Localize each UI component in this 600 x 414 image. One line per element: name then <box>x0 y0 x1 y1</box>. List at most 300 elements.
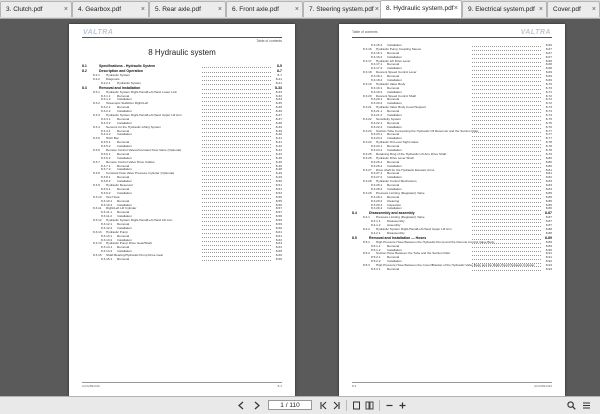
toc-entry-number: 8.3.4.2 <box>101 132 111 137</box>
toc-entry-page: 8-72 <box>545 97 552 102</box>
toc-entry-title: Installation <box>387 114 402 118</box>
next-page-icon[interactable] <box>251 400 262 411</box>
toc-entry-title: Hydraulic Drive Lever Shaft <box>376 156 414 160</box>
toc-entry-number: 8.3.20.2 <box>371 101 383 106</box>
toc-entry-title: Removal <box>117 141 130 145</box>
toc-entry-number: 8.2.2 <box>93 76 100 81</box>
toc-entry-page: 8-82 <box>545 175 552 180</box>
toc-entry-number: 8.5.3 <box>363 263 370 268</box>
first-page-icon[interactable] <box>318 400 329 411</box>
toc-entry-number: 8.3.4 <box>93 124 100 129</box>
toc-entry-number: 8.2.1 <box>93 73 100 77</box>
toc-entry-title: Pressure Limiting (Regulator) Valve <box>376 191 425 195</box>
toc-entry-title: Installation <box>387 260 402 264</box>
toc-entry-page: 8-43 <box>275 151 282 156</box>
toc-entry-number: 8.5.2.1 <box>371 255 381 260</box>
tab-label: 7. Steering system.pdf <box>309 6 374 13</box>
toc-entry-title: Hitch Bar <box>106 137 119 141</box>
toc-entry-title: Hydraulic Valve Body <box>376 82 406 86</box>
toc-entry-page: 8-90 <box>545 247 552 252</box>
toc-entry-title: High Pressure Hose Between the Hydraulic Pump and the Remote Control Valve Body <box>376 240 495 244</box>
toc-entry-title: Hydraulic Reservoir <box>106 184 133 188</box>
toc-entry-title: Removal <box>117 129 130 133</box>
toc-entry-page: 8-48 <box>275 167 282 172</box>
close-icon[interactable]: × <box>140 6 145 13</box>
toc-entry-number: 8.3.29.4 <box>371 206 383 211</box>
toc-entry-title: Descent Speed Control Shaft <box>376 94 417 98</box>
toc-entry-number: 8.3.7 <box>93 159 100 164</box>
toc-entry-number: 8.5.1.1 <box>371 243 381 248</box>
toc-entry-number: 8.3.5.1 <box>101 140 111 145</box>
toc-entry-page: 8-81 <box>545 171 552 176</box>
toc-entry-page: 8-81 <box>545 167 552 172</box>
tab-label: 5. Rear axle.pdf <box>155 6 201 13</box>
toc-entry-title: Removal and Installation — Hoses <box>369 235 427 240</box>
toc-entry-title: Installation <box>117 121 132 125</box>
toc-entry-title: Removal <box>117 222 130 226</box>
toc-entry-number: 8.3.3.1 <box>101 116 111 121</box>
toc-entry-page: 8-64 <box>275 241 282 246</box>
footer-doc-code: ACX2831410 <box>534 384 552 388</box>
toc-entry-title: Removal <box>387 51 400 55</box>
valtra-logo: VALTRA <box>520 29 551 36</box>
toc-entry-number: 8.3.16.2 <box>371 54 383 59</box>
toc-entry-page: 8-64 <box>275 245 282 250</box>
toc-entry-title: Description and Operation <box>99 69 143 73</box>
toc-entry-page: 8-91 <box>545 251 552 256</box>
toc-entry-page: 8-78 <box>545 148 552 153</box>
footer-rule <box>352 382 552 383</box>
toc-entry-number: 8.3.7.2 <box>101 167 111 172</box>
toc-entry-title: Hydraulic System Right-Hand/Left-Hand Lift Arm <box>106 219 173 223</box>
toc-entry-number: 8.4.1 <box>363 215 370 220</box>
page-header: Table of contents <box>352 30 378 34</box>
toc-entry-title: Assembly <box>387 224 401 228</box>
search-icon[interactable] <box>566 400 577 411</box>
close-icon[interactable]: × <box>63 6 68 13</box>
tab-label: 4. Gearbox.pdf <box>78 6 121 13</box>
toc-entry-number: 8.3.21.2 <box>371 113 383 118</box>
toc-entry-number: 8.3.1 <box>93 89 100 94</box>
toc-entry-title: Hydraulic System Right-Hand/Left-Hand Upper Lift Arm <box>376 227 452 231</box>
tab-label: 8. Hydraulic system.pdf <box>386 5 454 12</box>
toc-entry-page: 8-88 <box>545 226 552 231</box>
toc-entry-page: 8-59 <box>275 221 282 226</box>
fit-page-icon[interactable] <box>351 400 362 411</box>
toc-entry-number: 8.5.3.1 <box>371 266 381 271</box>
tab-5[interactable] <box>303 1 383 17</box>
footer-page-number: 8-1 <box>277 384 282 388</box>
toc-entry-page: 8-46 <box>275 159 282 164</box>
toc-entry-number: 8.3.2.2 <box>101 109 111 114</box>
toc-entry-title: Installation <box>117 238 132 242</box>
toc-entry-number: 8.3.29.1 <box>371 194 383 199</box>
toc-entry-number: 8.5.1 <box>363 239 370 244</box>
zoom-out-icon[interactable] <box>384 400 395 411</box>
toc-entry-page: 8-5 <box>276 64 282 68</box>
toc-entry-title: Telescopic Stabilizer Right/Left <box>106 102 149 106</box>
toc-entry-title: Installation <box>117 110 132 114</box>
toc-entry-page: 8-39 <box>275 124 282 129</box>
toc-entry-number: 8.3.11.2 <box>101 214 112 219</box>
toc-entry-page: 8-49 <box>275 175 282 180</box>
toc-entry[interactable] <box>82 258 282 262</box>
tab-1[interactable] <box>0 1 72 17</box>
toc-entry-number: 8.3.26.2 <box>371 163 383 168</box>
toc-entry-page: 8-55 <box>275 194 282 199</box>
toc-entry-number: 8.3.22.1 <box>371 120 383 125</box>
toc-entry-page: 8-75 <box>545 116 552 121</box>
toc-entry-title: Hydraulic Oil Level Sight Glass <box>376 141 419 145</box>
zoom-in-icon[interactable] <box>397 400 408 411</box>
toc-entry-page: 8-51 <box>275 186 282 191</box>
toc-entry-page: 8-88 <box>545 230 552 235</box>
toc-entry-title: Removal <box>117 187 130 191</box>
toc-entry-number: 8.3.17.1 <box>371 62 383 67</box>
toc-entry-number: 8.2.2.1 <box>101 80 111 85</box>
toc-entry-title: Retaining Ring of the Hydraulic Lift Arm Drive Shaft <box>376 152 447 156</box>
toc-entry-page: 8-78 <box>545 144 552 149</box>
toc-entry-page: 8-73 <box>545 109 552 114</box>
toc-entry-title: Installation <box>117 156 132 160</box>
toc-entry-page: 8-21 <box>275 76 282 81</box>
toc-entry-title: Removal <box>117 152 130 156</box>
tab-3[interactable] <box>149 1 226 17</box>
toc-entry-page: 8-69 <box>545 70 552 75</box>
toc-entry-title: Installation <box>387 55 402 59</box>
tab-label: 6. Front axle.pdf <box>232 6 279 13</box>
toc-entry-number: 8.3.9.2 <box>101 190 111 195</box>
toc-entry-title: Remote Control Valve Drive Cables <box>106 160 155 164</box>
tab-4[interactable] <box>226 1 303 17</box>
toc-entry-page: 8-87 <box>545 219 552 224</box>
toc-entry-page: 8-66 <box>275 253 282 258</box>
toc-entry-page: 8-65 <box>275 249 282 254</box>
toc-entry-number: 8.3.9.1 <box>101 186 111 191</box>
toc-entry-title: Constant Flow Valve Pressure Cylinder (Optional) <box>106 172 175 176</box>
toc-entry-number: 8.4.2.1 <box>371 230 381 235</box>
toc-entry-page: 8-93 <box>545 266 552 271</box>
toc-entry-page: 8-55 <box>275 198 282 203</box>
toc-entry-title: Removal <box>387 244 400 248</box>
toc-entry-number: 8.5.2 <box>363 251 370 256</box>
toc-entry-page: 8-37 <box>275 116 282 121</box>
toc-entry-title: Pressure Limiting (Regulator) Valve <box>376 216 425 220</box>
toc-entry-title: Removal <box>117 234 130 238</box>
toc-entry-page: 8-69 <box>545 74 552 79</box>
toc-entry-title: Remote Control Valves/Constant Flow Valve (Optional) <box>106 149 182 153</box>
toc-entry-page: 8-69 <box>545 78 552 83</box>
toc-entry-page: 8-68 <box>545 62 552 67</box>
toc-entry-title: Sensors for the Hydraulic Lifting System <box>106 125 162 129</box>
toc-entry-title: Removal <box>387 121 400 125</box>
menu-icon[interactable] <box>581 400 592 411</box>
toc-entry-title: Disassembly and assembly <box>369 211 415 216</box>
toc-entry-title: Removal <box>117 117 130 121</box>
toc-entry-title: Installation <box>387 164 402 168</box>
tab-label: 9. Electrical system.pdf <box>468 6 535 13</box>
toc-entry-page: 8-71 <box>545 89 552 94</box>
toc-entry-number: 8.3 <box>82 85 87 90</box>
toc-entry-title: Removal <box>387 110 400 114</box>
toc-entry-number: 8.3.29.2 <box>371 198 383 203</box>
toc-entry-number: 8.3.6.1 <box>101 151 111 156</box>
page-number-field[interactable]: 1 / 110 <box>268 400 312 410</box>
toc-entry-title: Removal <box>387 160 400 164</box>
toc-entry-title: Hydraulic System <box>117 81 142 85</box>
chapter-title: 8 Hydraulic system <box>148 48 216 57</box>
close-icon[interactable]: × <box>538 6 543 13</box>
toc-entry-page: 8-36 <box>275 109 282 114</box>
close-icon[interactable]: × <box>453 5 458 12</box>
toc-entry-number: 8.3.24 <box>363 140 372 145</box>
toc-entry-number: 8.3.23.2 <box>371 136 383 141</box>
toc-entry-title: Removal <box>387 184 400 188</box>
tab-8[interactable] <box>547 1 600 17</box>
toc-entry-title: Installation <box>117 203 132 207</box>
toc-entry-title: Installation <box>117 168 132 172</box>
toc-entry-page: 8-58 <box>275 214 282 219</box>
toc-entry-page: 8-80 <box>545 163 552 168</box>
prev-page-icon[interactable] <box>236 400 247 411</box>
toc-entry-number: 8.3.9 <box>93 183 100 188</box>
toc-entry-page: 8-51 <box>275 183 282 188</box>
toc-entry-title: Installation <box>387 248 402 252</box>
toc-entry-title: Hydraulic Lift Drive Lever <box>376 59 411 63</box>
toc-entry-number: 8.3.16 <box>363 46 372 51</box>
toc-entry-title: Installation <box>117 191 132 195</box>
toc-entry-page: 8-91 <box>545 255 552 260</box>
toc-entry-title: Hydraulic System <box>106 74 131 77</box>
close-icon[interactable]: × <box>374 6 379 13</box>
toc-entry-number: 8.5.2.2 <box>371 259 381 264</box>
toc-entry-page: 8-39 <box>275 128 282 133</box>
toc-entry-page: 8-68 <box>545 58 552 63</box>
toc-entry-number: 8.3.21 <box>363 105 372 110</box>
toc-entry-title: Removal <box>117 246 130 250</box>
toc-entry-number: 8.3.27.2 <box>371 175 383 180</box>
toc-entry-number: 8.3.26 <box>363 155 372 160</box>
single-page-icon[interactable] <box>364 400 375 411</box>
toc-entry-title: Diagnosis <box>106 77 120 81</box>
toc-entry-page: 8-50 <box>275 179 282 184</box>
toc-entry-title: Descent Speed Control Lever <box>376 71 417 75</box>
toc-entry-number: 8.3.5.2 <box>101 144 111 149</box>
toc-entry-number: 8.3.29.3 <box>371 202 383 207</box>
toc-entry-number: 8.4.1.2 <box>371 223 381 228</box>
tab-6[interactable] <box>380 0 462 18</box>
toc-entry-page: 8-40 <box>275 132 282 137</box>
toc-entry-page: 8-76 <box>545 124 552 129</box>
toc-entry-number: 8.5.1.2 <box>371 247 381 252</box>
toc-entry-title: Removal <box>117 164 130 168</box>
toc-entry-page: 8-37 <box>275 113 282 118</box>
toc-entry-page: 8-7 <box>276 69 282 73</box>
toc-entry-page: 8-75 <box>545 120 552 125</box>
toc-entry-page: 8-72 <box>545 101 552 106</box>
toc-entry-number: 8.3.10 <box>93 194 102 199</box>
toc-entry-title: Removal <box>387 267 400 271</box>
toc-entry-page: 8-87 <box>545 215 552 220</box>
toc-entry-page: 8-83 <box>545 179 552 184</box>
toc-entry-title: Installation <box>117 98 132 102</box>
close-icon[interactable]: × <box>294 6 299 13</box>
toc-entry-page: 8-43 <box>275 148 282 153</box>
toc-entry-title: Hydraulic Control Mechanism <box>376 180 417 184</box>
toc-entry-number: 8.3.13.2 <box>101 237 113 242</box>
toc-entry[interactable] <box>352 268 552 272</box>
toc-entry-page: 8-79 <box>545 151 552 156</box>
toc-entry-number: 8.3.28 <box>363 179 372 184</box>
table-of-contents <box>82 64 282 262</box>
toc-entry-page: 8-85 <box>545 194 552 199</box>
toc-entry-page: 8-67 <box>545 46 552 51</box>
toc-entry-page: 8-7 <box>277 73 282 77</box>
toc-entry-title: Installation <box>387 176 402 180</box>
toc-entry-number: 8.3.16.1 <box>371 50 383 55</box>
toc-entry-title: Suction Hose Between the Tube and the Suction Filter <box>376 252 451 256</box>
toc-entry-page: 8-85 <box>545 190 552 195</box>
tab-2[interactable] <box>72 1 149 17</box>
toc-entry-number: 8.3.12 <box>93 218 102 223</box>
toc-entry-number: 8.3.27 <box>363 167 372 172</box>
toc-entry-page: 8-41 <box>275 136 282 141</box>
page-header: Table of contents <box>256 39 282 43</box>
toc-entry-number: 8.3.2 <box>93 101 100 106</box>
tab-7[interactable] <box>462 1 547 17</box>
toc-entry-title: Hydraulic Pump Drive Gear/Shaft <box>106 242 152 246</box>
toc-entry-number: 8.3.23.1 <box>371 132 383 137</box>
toc-entry-title: Removal <box>387 63 400 67</box>
toc-entry-page: 8-41 <box>275 140 282 145</box>
toc-entry-title: Removal <box>117 211 130 215</box>
toc-entry-number: 8.3.13 <box>93 229 102 234</box>
toc-entry-title: Installation <box>387 125 402 129</box>
toc-entry-title: Removal <box>117 257 130 261</box>
toc-entry-page: 8-85 <box>545 202 552 207</box>
toc-entry-page: 8-67 <box>545 54 552 59</box>
toc-entry-page: 8-49 <box>275 171 282 176</box>
toc-entry-page: 8-34 <box>275 97 282 102</box>
toc-entry-page: 8-60 <box>275 225 282 230</box>
toc-entry-title: Hydraulic Valve Body Cover/Support <box>376 106 426 110</box>
toc-entry-number: 8.3.3 <box>93 113 100 118</box>
toc-entry-page: 8-66 <box>275 256 282 261</box>
toc-entry-title: Installation <box>387 44 402 47</box>
last-page-icon[interactable] <box>331 400 342 411</box>
toc-entry-title: Cleaning <box>387 199 400 203</box>
toc-entry-number: 8.3.24.2 <box>371 148 383 153</box>
toc-entry-title: Installation <box>117 180 132 184</box>
toc-entry-number: 8.3.18.1 <box>371 74 383 79</box>
toc-entry-title: Shaft Bearing/Hydraulic Pump Drive Gear <box>106 254 164 258</box>
toc-entry-title: Tow Hook <box>106 195 120 199</box>
toc-entry-page: 8-63 <box>275 237 282 242</box>
toc-entry-title: Removal <box>117 106 130 110</box>
toc-entry-number: 8.3.8 <box>93 171 100 176</box>
toc-entry-number: 8.3.5 <box>93 136 100 141</box>
toc-entry-number: 8.3.21.1 <box>371 109 383 114</box>
toc-entry-number: 8.3.15.2 <box>371 43 383 47</box>
toc-entry-page: 8-86 <box>545 206 552 211</box>
toc-entry-title: High Pressure Hose Between the Cover/Bracket of the Hydraulic Valve Body and the Right-Hand Hydraulic Cylinder <box>376 264 535 268</box>
toc-entry-page: 8-46 <box>275 163 282 168</box>
toc-entry-title: Removal <box>387 133 400 137</box>
toc-entry-number: 8.3.6.2 <box>101 155 111 160</box>
table-of-contents <box>352 44 552 272</box>
toc-entry-title: Right/Left Lift Cylinder <box>106 207 137 211</box>
toc-entry-title: Removal <box>387 75 400 79</box>
toc-entry-title: Drive shaft for the Hydraulic Elevator Arms <box>376 168 435 172</box>
toc-entry-page: 8-83 <box>545 183 552 188</box>
toc-entry-page: 8-70 <box>545 81 552 86</box>
toc-entry-page: 8-87 <box>544 211 552 216</box>
toc-entry-page: 8-53 <box>275 190 282 195</box>
toc-entry-title: Installation <box>387 207 402 211</box>
toc-entry-page: 8-33 <box>274 85 282 90</box>
toc-entry-page: 8-57 <box>275 210 282 215</box>
toc-entry-page: 8-35 <box>275 101 282 106</box>
toc-entry-page: 8-87 <box>545 223 552 228</box>
toc-entry-number: 8.3.14.1 <box>101 245 113 250</box>
footer-rule <box>82 382 282 383</box>
toc-entry-title: Installation <box>387 149 402 153</box>
toc-entry-page: 8-33 <box>275 93 282 98</box>
document-viewer[interactable] <box>0 19 600 396</box>
toc-entry-number: 8.3.25 <box>363 151 372 156</box>
tab-bar <box>0 0 600 19</box>
toc-entry-page: 8-59 <box>275 218 282 223</box>
toc-entry-page: 8-74 <box>545 113 552 118</box>
toc-entry-number: 8.3.18.2 <box>371 78 383 83</box>
toc-entry-number: 8.3.24.1 <box>371 144 383 149</box>
toc-entry-title: Installation <box>117 226 132 230</box>
toc-entry-number: 8.3.12.1 <box>101 221 113 226</box>
toc-entry-number: 8.2 <box>82 69 87 73</box>
toc-entry-number: 8.3.23 <box>363 128 372 133</box>
pdf-page-right <box>339 24 565 396</box>
close-icon[interactable]: × <box>591 6 596 13</box>
toc-entry-page: 8-77 <box>545 136 552 141</box>
toc-entry-number: 8.3.22.2 <box>371 124 383 129</box>
toc-entry-page: 8-70 <box>545 85 552 90</box>
toc-entry-title: Removal <box>387 172 400 176</box>
toc-entry-number: 8.3.12.2 <box>101 225 113 230</box>
toc-entry-page: 8-45 <box>275 155 282 160</box>
toc-entry-title: Hydraulic System Right-Hand/Left-Hand Upper Lift Arm <box>106 114 182 118</box>
toc-entry-number: 8.3.15.1 <box>101 256 113 261</box>
toc-entry-number: 8.3.19 <box>363 81 372 86</box>
toc-entry-number: 8.3.3.2 <box>101 120 111 125</box>
toc-entry-page: 8-38 <box>275 120 282 125</box>
toc-entry-title: Installation <box>387 137 402 141</box>
toc-entry-title: Hydraulic Pump Coupling Sleeve <box>376 47 422 51</box>
toc-entry-number: 8.3.27.1 <box>371 171 383 176</box>
toc-entry-page: 8-56 <box>275 202 282 207</box>
toc-entry-number: 8.3.11.1 <box>101 210 112 215</box>
toc-entry-title: Removal <box>387 256 400 260</box>
toc-entry-title: Disassembly <box>387 231 405 235</box>
tab-label: Cover.pdf <box>553 6 581 13</box>
toc-entry-page: 8-68 <box>545 66 552 71</box>
toc-entry-page: 8-66 <box>545 43 552 47</box>
toc-entry-page: 8-89 <box>544 235 552 240</box>
tab-label: 3. Clutch.pdf <box>6 6 43 13</box>
toc-entry-title: Specifications - Hydraulic System <box>99 64 156 68</box>
toc-entry-title: Installation <box>117 145 132 149</box>
toc-entry-number: 8.3.19.1 <box>371 85 383 90</box>
close-icon[interactable]: × <box>217 6 222 13</box>
